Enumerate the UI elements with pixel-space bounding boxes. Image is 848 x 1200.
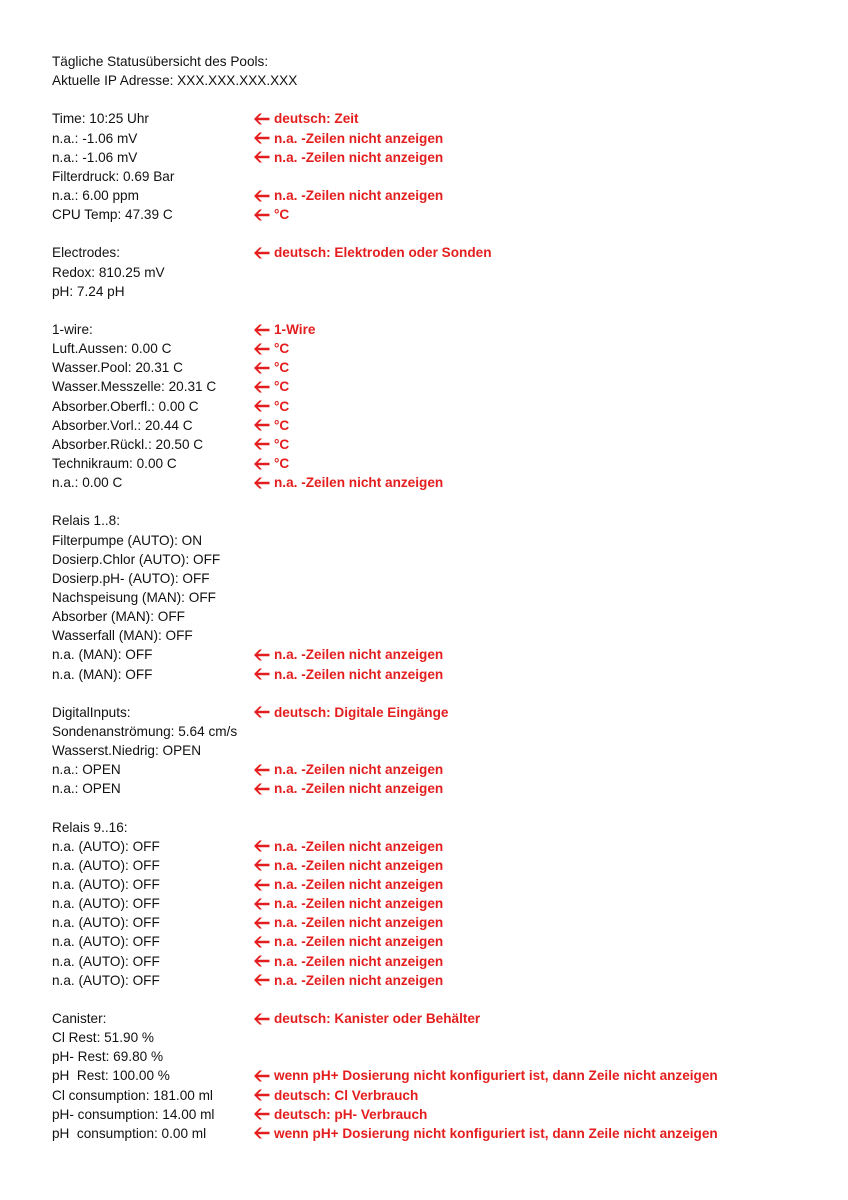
arrow-left-icon bbox=[253, 190, 270, 202]
annotation-note-text: n.a. -Zeilen nicht anzeigen bbox=[274, 972, 444, 988]
arrow-left-icon bbox=[253, 1089, 270, 1101]
report-title-text: Tägliche Statusübersicht des Pools: bbox=[52, 54, 269, 69]
annotation-note-text: n.a. -Zeilen nicht anzeigen bbox=[274, 666, 444, 682]
annotation-note bbox=[253, 760, 443, 779]
status-line-text: Absorber (MAN): OFF bbox=[52, 609, 185, 625]
status-line bbox=[52, 416, 828, 435]
arrow-left-icon bbox=[253, 764, 270, 776]
annotation-note-text: n.a. -Zeilen nicht anzeigen bbox=[274, 475, 444, 491]
section-spacer bbox=[52, 224, 828, 243]
status-line bbox=[52, 588, 828, 607]
status-line-text: Absorber.Oberfl.: 0.00 C bbox=[52, 398, 199, 414]
status-line bbox=[52, 760, 828, 779]
status-line bbox=[52, 932, 828, 951]
annotation-note bbox=[253, 932, 443, 951]
annotation-note bbox=[253, 397, 289, 416]
arrow-left-icon bbox=[253, 1108, 270, 1120]
annotation-note-text: deutsch: Elektroden oder Sonden bbox=[274, 245, 492, 261]
annotation-note-text: n.a. -Zeilen nicht anzeigen bbox=[274, 187, 444, 203]
status-line-text: Dosierp.Chlor (AUTO): OFF bbox=[52, 551, 221, 567]
status-line-text: Time: 10:25 Uhr bbox=[52, 111, 149, 127]
ip-address-line bbox=[52, 71, 828, 90]
status-line-text: Absorber.Vorl.: 20.44 C bbox=[52, 417, 193, 433]
annotation-note bbox=[253, 1009, 480, 1028]
section-spacer bbox=[52, 798, 828, 817]
annotation-note bbox=[253, 875, 443, 894]
status-line-text: CPU Temp: 47.39 C bbox=[52, 207, 173, 223]
annotation-note-text: n.a. -Zeilen nicht anzeigen bbox=[274, 130, 444, 146]
annotation-note bbox=[253, 1086, 418, 1105]
annotation-note-text: °C bbox=[274, 398, 290, 414]
status-line-text: Luft.Aussen: 0.00 C bbox=[52, 341, 172, 357]
status-line bbox=[52, 263, 828, 282]
section-spacer bbox=[52, 492, 828, 511]
arrow-left-icon bbox=[253, 419, 270, 431]
status-line-text: Wasserfall (MAN): OFF bbox=[52, 628, 193, 644]
status-line bbox=[52, 703, 828, 722]
annotation-note bbox=[253, 205, 289, 224]
annotation-note bbox=[253, 856, 443, 875]
status-line-text: Cl consumption: 181.00 ml bbox=[52, 1087, 213, 1103]
status-line-text: Relais 1..8: bbox=[52, 513, 121, 529]
arrow-left-icon bbox=[253, 209, 270, 221]
status-line bbox=[52, 779, 828, 798]
status-line-text: Filterdruck: 0.69 Bar bbox=[52, 168, 175, 184]
arrow-left-icon bbox=[253, 400, 270, 412]
status-line bbox=[52, 397, 828, 416]
annotation-note-text: n.a. -Zeilen nicht anzeigen bbox=[274, 934, 444, 950]
status-line bbox=[52, 875, 828, 894]
status-line-text: Electrodes: bbox=[52, 245, 121, 261]
annotation-note bbox=[253, 243, 492, 262]
annotation-note-text: n.a. -Zeilen nicht anzeigen bbox=[274, 762, 444, 778]
annotation-note bbox=[253, 320, 315, 339]
status-line-text: Wasser.Messzelle: 20.31 C bbox=[52, 379, 217, 395]
annotation-note bbox=[253, 837, 443, 856]
status-line-text: n.a.: OPEN bbox=[52, 781, 121, 797]
ip-address-text: Aktuelle IP Adresse: XXX.XXX.XXX.XXX bbox=[52, 73, 298, 89]
annotation-note-text: wenn pH+ Dosierung nicht konfiguriert ist, dann Zeile nicht anzeigen bbox=[274, 1125, 718, 1141]
status-line bbox=[52, 473, 828, 492]
arrow-left-icon bbox=[253, 151, 270, 163]
annotation-note-text: deutsch: Kanister oder Behälter bbox=[274, 1011, 481, 1027]
annotation-note bbox=[253, 454, 289, 473]
status-line bbox=[52, 129, 828, 148]
annotation-note bbox=[253, 779, 443, 798]
arrow-left-icon bbox=[253, 113, 270, 125]
status-line bbox=[52, 665, 828, 684]
status-line bbox=[52, 320, 828, 339]
annotation-note-text: n.a. -Zeilen nicht anzeigen bbox=[274, 896, 444, 912]
arrow-left-icon bbox=[253, 477, 270, 489]
arrow-left-icon bbox=[253, 840, 270, 852]
arrow-left-icon bbox=[253, 649, 270, 661]
annotation-note-text: °C bbox=[274, 436, 290, 452]
annotation-note-text: °C bbox=[274, 417, 290, 433]
status-line bbox=[52, 741, 828, 760]
status-line-text: Technikraum: 0.00 C bbox=[52, 455, 177, 471]
status-line bbox=[52, 243, 828, 262]
status-line bbox=[52, 626, 828, 645]
annotation-note bbox=[253, 1066, 718, 1085]
status-line-text: n.a.: 6.00 ppm bbox=[52, 187, 139, 203]
status-line-text: 1-wire: bbox=[52, 321, 93, 337]
status-line bbox=[52, 435, 828, 454]
annotation-note-text: n.a. -Zeilen nicht anzeigen bbox=[274, 915, 444, 931]
status-line-text: Filterpumpe (AUTO): ON bbox=[52, 532, 203, 548]
annotation-note bbox=[253, 645, 443, 664]
status-line-text: n.a.: -1.06 mV bbox=[52, 130, 138, 146]
status-line bbox=[52, 1009, 828, 1028]
annotation-note-text: °C bbox=[274, 207, 290, 223]
annotation-note-text: n.a. -Zeilen nicht anzeigen bbox=[274, 857, 444, 873]
annotation-note bbox=[253, 971, 443, 990]
status-line-text: n.a.: -1.06 mV bbox=[52, 149, 138, 165]
annotation-note-text: deutsch: Cl Verbrauch bbox=[274, 1087, 419, 1103]
status-line-text: pH- Rest: 69.80 % bbox=[52, 1049, 164, 1065]
arrow-left-icon bbox=[253, 706, 270, 718]
status-line-text: Wasser.Pool: 20.31 C bbox=[52, 360, 183, 376]
section-spacer bbox=[52, 301, 828, 320]
status-line-text: pH consumption: 0.00 ml bbox=[52, 1125, 207, 1141]
status-line bbox=[52, 607, 828, 626]
status-line-text: n.a. (MAN): OFF bbox=[52, 666, 153, 682]
status-line-text: Relais 9..16: bbox=[52, 819, 128, 835]
status-line-text: n.a. (AUTO): OFF bbox=[52, 896, 160, 912]
status-line-text: DigitalInputs: bbox=[52, 704, 131, 720]
status-line bbox=[52, 1086, 828, 1105]
arrow-left-icon bbox=[253, 362, 270, 374]
annotation-note bbox=[253, 435, 289, 454]
arrow-left-icon bbox=[253, 458, 270, 470]
arrow-left-icon bbox=[253, 859, 270, 871]
status-line-text: n.a. (MAN): OFF bbox=[52, 647, 153, 663]
status-line-text: n.a. (AUTO): OFF bbox=[52, 953, 160, 969]
status-line bbox=[52, 339, 828, 358]
annotation-note bbox=[253, 416, 289, 435]
status-line bbox=[52, 148, 828, 167]
status-line-text: n.a. (AUTO): OFF bbox=[52, 915, 160, 931]
annotation-note bbox=[253, 339, 289, 358]
annotation-note-text: 1-Wire bbox=[274, 321, 316, 337]
status-line-text: n.a. (AUTO): OFF bbox=[52, 934, 160, 950]
annotation-note-text: °C bbox=[274, 379, 290, 395]
annotation-note bbox=[253, 473, 443, 492]
status-line bbox=[52, 837, 828, 856]
annotation-note bbox=[253, 894, 443, 913]
arrow-left-icon bbox=[253, 955, 270, 967]
status-line-text: Absorber.Rückl.: 20.50 C bbox=[52, 436, 204, 452]
annotation-note-text: n.a. -Zeilen nicht anzeigen bbox=[274, 149, 444, 165]
arrow-left-icon bbox=[253, 381, 270, 393]
annotation-note-text: °C bbox=[274, 360, 290, 376]
status-line bbox=[52, 167, 828, 186]
annotation-note-text: °C bbox=[274, 455, 290, 471]
annotation-note bbox=[253, 148, 443, 167]
annotation-note bbox=[253, 952, 443, 971]
annotation-note-text: n.a. -Zeilen nicht anzeigen bbox=[274, 838, 444, 854]
arrow-left-icon bbox=[253, 1127, 270, 1139]
arrow-left-icon bbox=[253, 936, 270, 948]
annotation-note bbox=[253, 1124, 718, 1143]
status-line bbox=[52, 818, 828, 837]
status-line bbox=[52, 1047, 828, 1066]
arrow-left-icon bbox=[253, 247, 270, 259]
annotation-note-text: deutsch: pH- Verbrauch bbox=[274, 1106, 428, 1122]
status-line bbox=[52, 952, 828, 971]
status-line-text: n.a. (AUTO): OFF bbox=[52, 857, 160, 873]
status-line bbox=[52, 511, 828, 530]
status-line-text: n.a.: 0.00 C bbox=[52, 475, 123, 491]
status-line bbox=[52, 569, 828, 588]
annotation-note bbox=[253, 1105, 427, 1124]
annotation-note bbox=[253, 109, 359, 128]
arrow-left-icon bbox=[253, 132, 270, 144]
status-line bbox=[52, 282, 828, 301]
annotation-note-text: n.a. -Zeilen nicht anzeigen bbox=[274, 877, 444, 893]
arrow-left-icon bbox=[253, 1070, 270, 1082]
status-line bbox=[52, 856, 828, 875]
annotation-note bbox=[253, 703, 448, 722]
arrow-left-icon bbox=[253, 917, 270, 929]
status-report bbox=[52, 52, 828, 1143]
arrow-left-icon bbox=[253, 438, 270, 450]
status-line-text: Wasserst.Niedrig: OPEN bbox=[52, 743, 202, 759]
annotation-note bbox=[253, 358, 289, 377]
arrow-left-icon bbox=[253, 668, 270, 680]
status-line-text: pH Rest: 100.00 % bbox=[52, 1068, 170, 1084]
status-line bbox=[52, 531, 828, 550]
section-spacer bbox=[52, 90, 828, 109]
status-line-text: Sondenanströmung: 5.64 cm/s bbox=[52, 723, 238, 739]
annotation-note bbox=[253, 186, 443, 205]
status-line bbox=[52, 205, 828, 224]
status-line-text: n.a. (AUTO): OFF bbox=[52, 877, 160, 893]
status-line bbox=[52, 1028, 828, 1047]
status-line bbox=[52, 894, 828, 913]
status-line bbox=[52, 454, 828, 473]
status-line-text: Cl Rest: 51.90 % bbox=[52, 1030, 154, 1046]
status-line-text: Dosierp.pH- (AUTO): OFF bbox=[52, 570, 210, 586]
status-line-text: n.a. (AUTO): OFF bbox=[52, 838, 160, 854]
report-title bbox=[52, 52, 828, 71]
status-line bbox=[52, 645, 828, 664]
status-line bbox=[52, 1066, 828, 1085]
status-line bbox=[52, 186, 828, 205]
status-line bbox=[52, 971, 828, 990]
arrow-left-icon bbox=[253, 783, 270, 795]
arrow-left-icon bbox=[253, 974, 270, 986]
status-line-text: n.a.: OPEN bbox=[52, 762, 121, 778]
annotation-note-text: n.a. -Zeilen nicht anzeigen bbox=[274, 781, 444, 797]
annotation-note-text: °C bbox=[274, 341, 290, 357]
annotation-note-text: wenn pH+ Dosierung nicht konfiguriert ist, dann Zeile nicht anzeigen bbox=[274, 1068, 718, 1084]
section-spacer bbox=[52, 990, 828, 1009]
status-line bbox=[52, 1105, 828, 1124]
annotation-note-text: n.a. -Zeilen nicht anzeigen bbox=[274, 647, 444, 663]
annotation-note bbox=[253, 129, 443, 148]
status-line-text: pH: 7.24 pH bbox=[52, 283, 125, 299]
status-line bbox=[52, 722, 828, 741]
arrow-left-icon bbox=[253, 879, 270, 891]
status-line-text: pH- consumption: 14.00 ml bbox=[52, 1106, 215, 1122]
arrow-left-icon bbox=[253, 343, 270, 355]
status-line-text: n.a. (AUTO): OFF bbox=[52, 972, 160, 988]
section-spacer bbox=[52, 684, 828, 703]
status-line bbox=[52, 377, 828, 396]
arrow-left-icon bbox=[253, 898, 270, 910]
annotation-note bbox=[253, 665, 443, 684]
status-line-text: Canister: bbox=[52, 1011, 107, 1027]
annotation-note bbox=[253, 913, 443, 932]
arrow-left-icon bbox=[253, 324, 270, 336]
annotation-note-text: n.a. -Zeilen nicht anzeigen bbox=[274, 953, 444, 969]
annotation-note-text: deutsch: Digitale Eingänge bbox=[274, 704, 449, 720]
status-line-text: Nachspeisung (MAN): OFF bbox=[52, 589, 216, 605]
status-line-text: Redox: 810.25 mV bbox=[52, 264, 165, 280]
status-line bbox=[52, 913, 828, 932]
status-line bbox=[52, 550, 828, 569]
status-line bbox=[52, 109, 828, 128]
annotation-note-text: deutsch: Zeit bbox=[274, 111, 359, 127]
annotation-note bbox=[253, 377, 289, 396]
status-line bbox=[52, 358, 828, 377]
status-line bbox=[52, 1124, 828, 1143]
arrow-left-icon bbox=[253, 1013, 270, 1025]
